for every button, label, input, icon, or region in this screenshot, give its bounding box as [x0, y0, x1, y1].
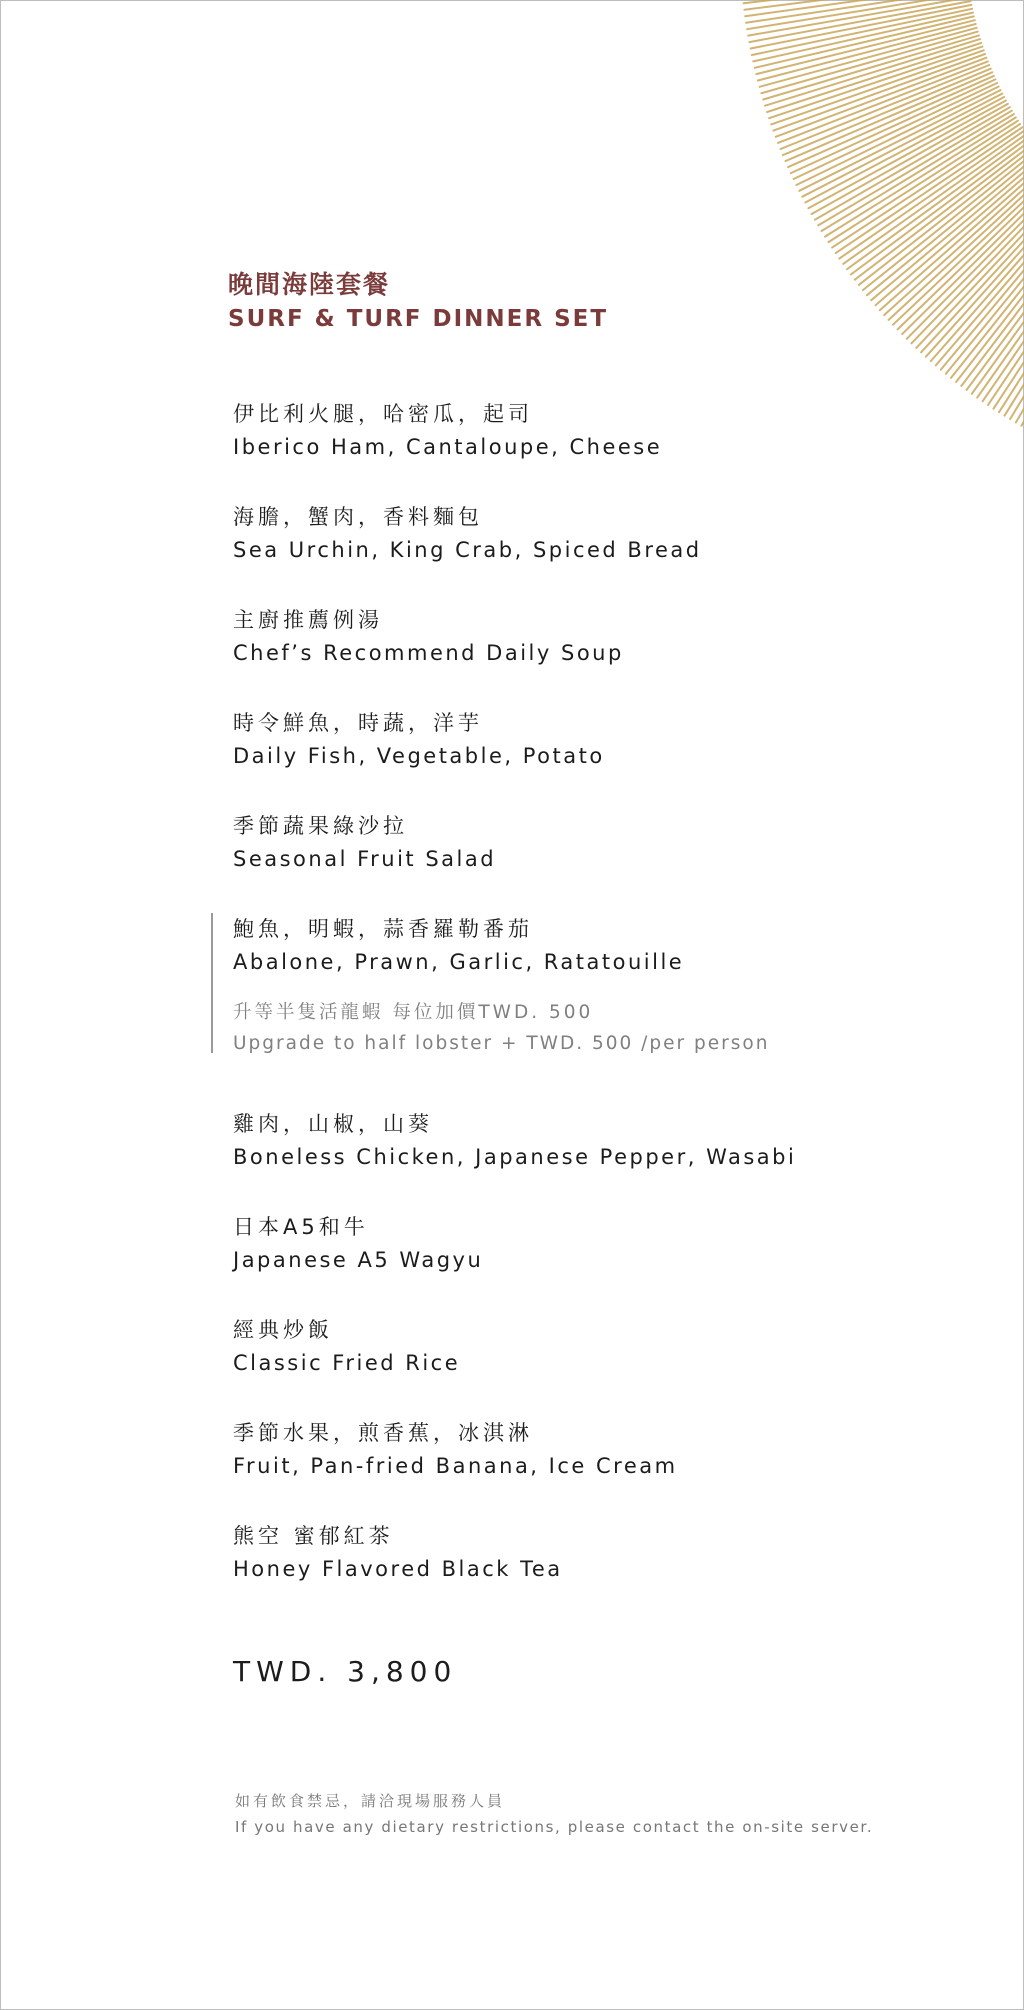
course-name-zh: 日本A5和牛: [233, 1215, 369, 1239]
course-item: [233, 604, 993, 707]
dietary-notice-zh: 如有飲食禁忌，請洽現場服務人員: [235, 1792, 506, 1810]
sunburst-ray: [749, 1, 970, 42]
course-name-en: Classic Fried Rice: [233, 1351, 461, 1375]
upgrade-note-zh: 升等半隻活龍蝦 每位加價TWD. 500: [233, 1002, 594, 1023]
sunburst-ray: [983, 216, 1024, 401]
course-name-en: Japanese A5 Wagyu: [233, 1248, 484, 1272]
course-list: [233, 398, 993, 1623]
course-name-zh: 熊空 蜜郁紅茶: [233, 1524, 394, 1548]
course-name-zh: 伊比利火腿，哈密瓜，起司: [233, 402, 533, 426]
course-name-en: Chef’s Recommend Daily Soup: [233, 641, 624, 665]
title-chinese: 晚間海陸套餐: [228, 270, 391, 299]
course-item-with-upgrade: [233, 913, 993, 1108]
upgrade-note-en: Upgrade to half lobster + TWD. 500 /per person: [233, 1033, 770, 1054]
course-item: [233, 1108, 993, 1211]
set-price: TWD. 3,800: [233, 1655, 458, 1688]
sunburst-ray: [786, 72, 993, 161]
sunburst-ray: [843, 134, 1024, 264]
course-name-zh: 季節水果，煎香蕉，冰淇淋: [233, 1421, 533, 1445]
course-item: [233, 398, 993, 501]
title-english: SURF & TURF DINNER SET: [228, 306, 609, 332]
course-name-en: Iberico Ham, Cantaloupe, Cheese: [233, 435, 663, 459]
course-item: [233, 1417, 993, 1520]
upgrade-note: [233, 997, 993, 1059]
course-name-en: Daily Fish, Vegetable, Potato: [233, 744, 605, 768]
upgrade-divider: [211, 913, 213, 1053]
course-name-zh: 時令鮮魚，時蔬，洋芋: [233, 711, 483, 735]
course-item: [233, 1520, 993, 1623]
course-name-zh: 季節蔬果綠沙拉: [233, 814, 408, 838]
course-name-en: Seasonal Fruit Salad: [233, 847, 497, 871]
course-name-zh: 主廚推薦例湯: [233, 608, 383, 632]
course-name-zh: 鮑魚，明蝦，蒜香羅勒番茄: [233, 917, 533, 941]
course-name-zh: 海膽，蟹肉，香料麵包: [233, 505, 483, 529]
course-item: [233, 810, 993, 913]
sunburst-ray: [961, 207, 1024, 386]
course-name-zh: 雞肉，山椒，山葵: [233, 1112, 433, 1136]
course-name-en: Honey Flavored Black Tea: [233, 1557, 563, 1581]
course-name-en: Fruit, Pan-fried Banana, Ice Cream: [233, 1454, 678, 1478]
course-item: [233, 1211, 993, 1314]
course-name-en: Sea Urchin, King Crab, Spiced Bread: [233, 538, 702, 562]
course-name-en: Boneless Chicken, Japanese Pepper, Wasabi: [233, 1145, 797, 1169]
course-name-zh: 經典炒飯: [233, 1318, 333, 1342]
course-item: [233, 1314, 993, 1417]
dietary-notice-en: If you have any dietary restrictions, please contact the on-site server.: [235, 1818, 874, 1836]
course-item: [233, 707, 993, 810]
dietary-notice: [235, 1788, 873, 1840]
menu-header: [228, 268, 608, 336]
sunburst-ray: [898, 173, 1024, 329]
course-name-en: Abalone, Prawn, Garlic, Ratatouille: [233, 950, 685, 974]
course-item: [233, 501, 993, 604]
